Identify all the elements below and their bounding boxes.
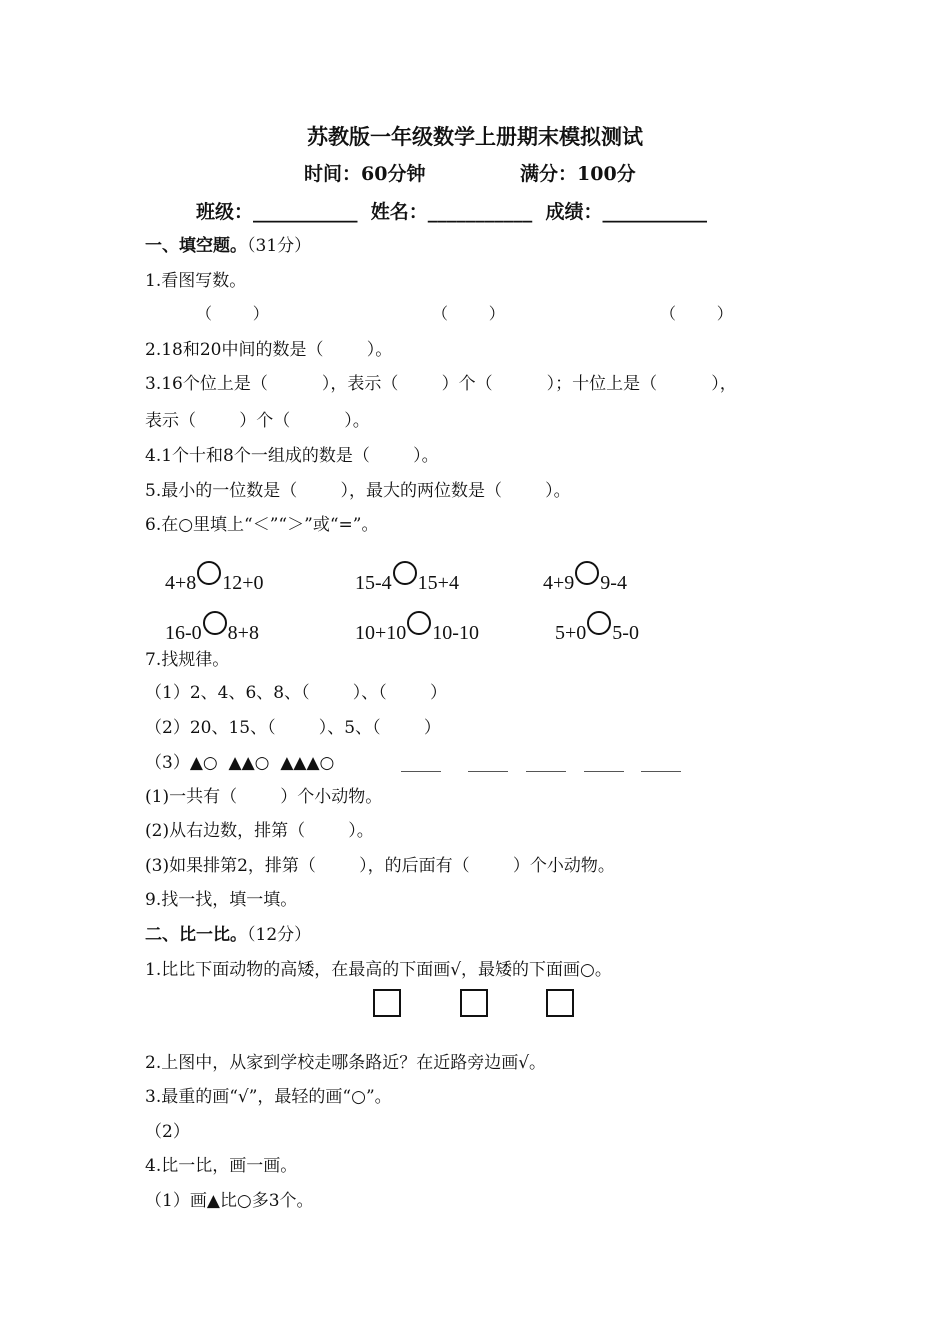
grade-blank[interactable]: ___________ bbox=[602, 201, 708, 223]
question-2: 2.18和20中间的数是（ ）。 bbox=[145, 340, 393, 360]
compare-circle[interactable] bbox=[587, 611, 611, 635]
class-blank[interactable]: ___________ bbox=[253, 201, 358, 223]
question-1: 1.看图写数。 bbox=[145, 271, 247, 291]
compare-circle[interactable] bbox=[575, 561, 599, 585]
compare-item-5 bbox=[355, 611, 479, 647]
question-5: 5.最小的一位数是（ ），最大的两位数是（ ）。 bbox=[145, 481, 571, 501]
compare-item-1 bbox=[165, 561, 264, 597]
question-8-part3: (3)如果排第2，排第（ ），的后面有（ ）个小动物。 bbox=[145, 856, 615, 876]
pattern-blank-2[interactable] bbox=[468, 771, 508, 772]
compare-circle[interactable] bbox=[407, 611, 431, 635]
section1-heading bbox=[145, 235, 311, 257]
question-7-part3: （3）▲○ ▲▲○ ▲▲▲○ bbox=[145, 753, 335, 773]
score-label: 满分：100分 bbox=[520, 163, 636, 185]
compare-right: 12+0 bbox=[222, 572, 264, 594]
section2-question-3: 3.最重的画“√”，最轻的画“○”。 bbox=[145, 1087, 392, 1107]
compare-left: 10+10 bbox=[355, 622, 407, 644]
question-7: 7.找规律。 bbox=[145, 650, 230, 670]
section2-question-1: 1.比比下面动物的高矮，在最高的下面画√，最矮的下面画○。 bbox=[145, 960, 612, 980]
question-3-line1: 3.16个位上是（ ），表示（ ）个（ ）；十位上是（ ）， bbox=[145, 374, 737, 394]
compare-item-2 bbox=[355, 561, 459, 597]
question-9: 9.找一找，填一填。 bbox=[145, 890, 298, 910]
name-blank[interactable]: ___________ bbox=[427, 201, 533, 223]
compare-left: 4+9 bbox=[543, 572, 575, 594]
page-title: 苏教版一年级数学上册期末模拟测试 bbox=[307, 124, 643, 149]
pattern-blank-1[interactable] bbox=[401, 771, 441, 772]
compare-right: 10-10 bbox=[432, 622, 479, 644]
grade-label: 成绩： bbox=[545, 201, 603, 223]
compare-item-4 bbox=[165, 611, 259, 647]
pattern-blank-5[interactable] bbox=[641, 771, 681, 772]
compare-circle[interactable] bbox=[203, 611, 227, 635]
section2-question-4-part1: （1）画▲比○多3个。 bbox=[145, 1191, 314, 1211]
compare-left: 15-4 bbox=[355, 572, 392, 594]
answer-box-1[interactable] bbox=[373, 989, 401, 1017]
section2-question-4: 4.比一比，画一画。 bbox=[145, 1156, 298, 1176]
question-7-part1: （1）2、4、6、8、（ ）、（ ） bbox=[145, 683, 448, 703]
class-label: 班级： bbox=[196, 201, 254, 223]
section1-title: 一、填空题。 bbox=[145, 236, 247, 256]
section2-heading bbox=[145, 924, 311, 946]
compare-right: 8+8 bbox=[227, 622, 259, 644]
answer-blank-1[interactable]: （ ） bbox=[196, 304, 269, 323]
compare-item-3 bbox=[543, 561, 627, 597]
compare-circle[interactable] bbox=[197, 561, 221, 585]
question-8-part2: (2)从右边数，排第（ ）。 bbox=[145, 821, 374, 841]
answer-box-3[interactable] bbox=[546, 989, 574, 1017]
answer-blank-3[interactable]: （ ） bbox=[660, 304, 733, 323]
compare-left: 4+8 bbox=[165, 572, 197, 594]
section2-points: （12分） bbox=[247, 925, 312, 945]
compare-circle[interactable] bbox=[393, 561, 417, 585]
compare-left: 16-0 bbox=[165, 622, 202, 644]
answer-box-2[interactable] bbox=[460, 989, 488, 1017]
question-7-part2: （2）20、15、（ ）、5、（ ） bbox=[145, 718, 441, 738]
name-label: 姓名： bbox=[370, 201, 428, 223]
pattern-blank-3[interactable] bbox=[526, 771, 566, 772]
compare-left: 5+0 bbox=[555, 622, 587, 644]
question-4: 4.1个十和8个一组成的数是（ ）。 bbox=[145, 446, 439, 466]
question-8-part1: (1)一共有（ ）个小动物。 bbox=[145, 787, 383, 807]
time-label: 时间：60分钟 bbox=[304, 163, 426, 185]
section2-question-2: 2.上图中，从家到学校走哪条路近？在近路旁边画√。 bbox=[145, 1053, 547, 1073]
student-info-row bbox=[196, 199, 707, 225]
section1-points: （31分） bbox=[247, 236, 312, 256]
compare-right: 9-4 bbox=[600, 572, 627, 594]
question-3-line2: 表示（ ）个（ ）。 bbox=[145, 411, 370, 431]
compare-item-6 bbox=[555, 611, 639, 647]
pattern-blank-4[interactable] bbox=[584, 771, 624, 772]
answer-blank-2[interactable]: （ ） bbox=[432, 304, 505, 323]
section2-question-3-sub: （2） bbox=[145, 1122, 190, 1142]
section2-title: 二、比一比。 bbox=[145, 925, 247, 945]
compare-right: 5-0 bbox=[612, 622, 639, 644]
question-6: 6.在○里填上“＜”“＞”或“=”。 bbox=[145, 515, 379, 535]
compare-right: 15+4 bbox=[417, 572, 459, 594]
